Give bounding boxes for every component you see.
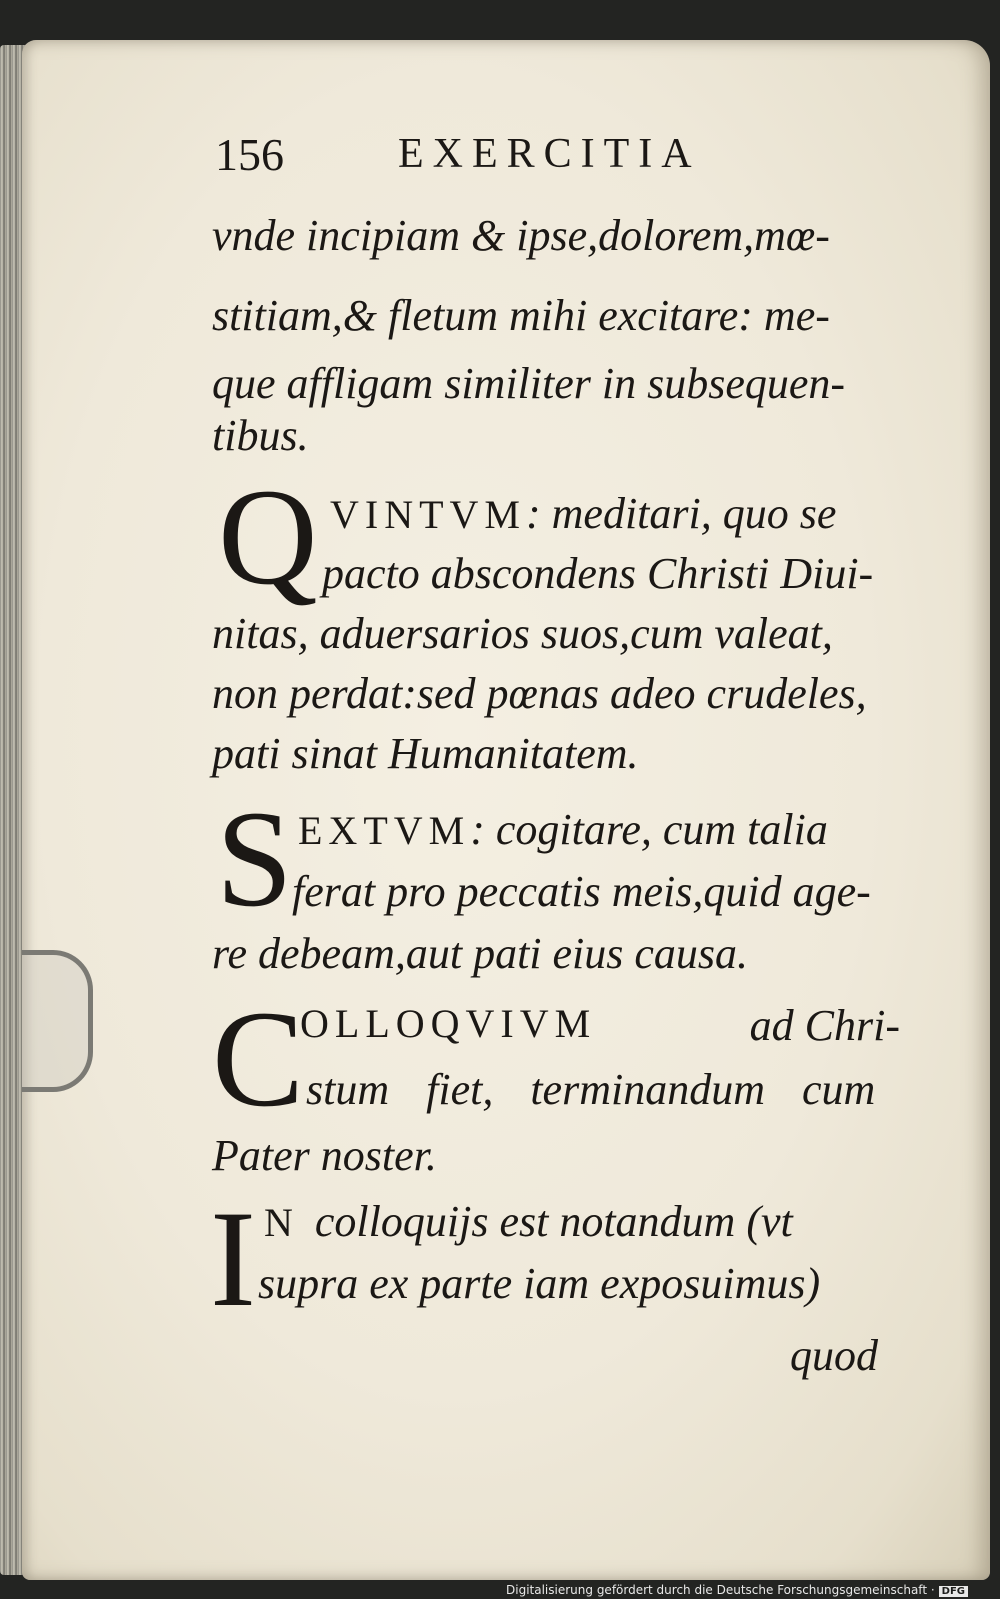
text-line: colloquijs est notandum (vt	[314, 1197, 793, 1246]
text-line: : meditari, quo se	[525, 489, 837, 538]
page-number: 156	[215, 129, 284, 180]
running-head: EXERCITIA	[398, 131, 701, 177]
text-line: supra ex parte iam exposuimus)	[258, 1259, 821, 1308]
credit-text: Digitalisierung gefördert durch die Deutsche Forschungsgemeinschaft ·	[506, 1583, 935, 1597]
text-line: stitiam,& fletum mihi excitare: me-	[212, 291, 830, 340]
section-lead	[300, 1000, 900, 1050]
text-line: ferat pro peccatis meis,quid age-	[292, 867, 871, 916]
text-line: vnde incipiam & ipse,dolorem,mœ-	[212, 211, 830, 260]
text-line: non perdat:sed pœnas adeo crudeles,	[212, 669, 867, 718]
drop-initial-s: S	[216, 782, 293, 935]
small-caps-word: VINTVM	[330, 492, 526, 537]
digitization-credit	[506, 1583, 968, 1597]
text-line: Pater noster.	[212, 1131, 437, 1180]
small-caps-word: N	[264, 1200, 299, 1245]
paper-clip	[22, 950, 93, 1092]
text-line: ad Chri-	[749, 1001, 900, 1050]
small-caps-word: EXTVM	[298, 808, 471, 853]
text-line: pati sinat Humanitatem.	[212, 729, 639, 778]
text-line: nitas, aduersarios suos,cum valeat,	[212, 609, 833, 658]
section-lead	[330, 488, 836, 539]
drop-initial-q: Q	[218, 460, 318, 613]
text-line: stum fiet, terminandum cum	[306, 1065, 876, 1114]
text-line: tibus.	[212, 411, 309, 460]
section-lead	[264, 1196, 793, 1247]
drop-initial-c: C	[212, 982, 305, 1135]
text-line: que affligam similiter in subsequen-	[212, 359, 846, 408]
small-caps-word: OLLOQVIVM	[300, 1001, 597, 1046]
text-line: pacto abscondens Christi Diui-	[322, 549, 874, 598]
catchword: quod	[790, 1331, 878, 1380]
drop-initial-i: I	[210, 1182, 256, 1335]
text-line: : cogitare, cum talia	[470, 805, 828, 854]
dfg-logo: DFG	[939, 1586, 968, 1597]
section-lead	[298, 804, 828, 855]
text-line: re debeam,aut pati eius causa.	[212, 929, 749, 978]
